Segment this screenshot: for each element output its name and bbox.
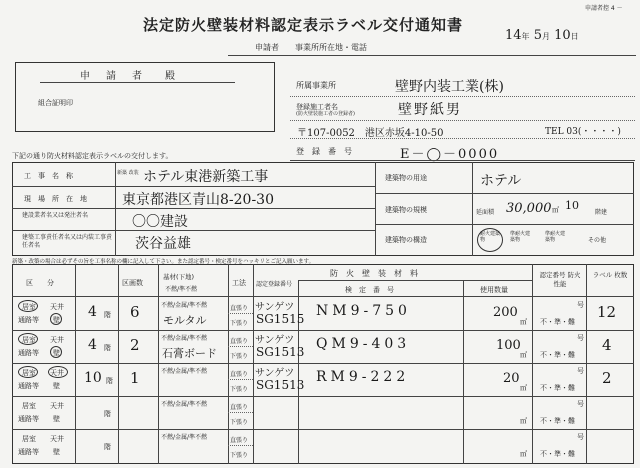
date-year: 14 <box>505 28 522 43</box>
union-stamp-label: 組合証明印 <box>38 99 73 107</box>
page-title: 法定防火壁装材料認定表示ラベル交付通知書 <box>143 16 464 34</box>
floors-value: 10 <box>565 199 579 212</box>
reg-no-value: E－◯－0000 <box>400 147 500 162</box>
installer-label-note: (防火壁装施工者の登録者) <box>296 111 355 117</box>
manager-value: 茨谷益雄 <box>135 236 191 252</box>
affiliation-address: 〒107-0052 港区赤坂4-10-50 <box>297 128 444 139</box>
builder-label: 建設業者名又は発注者名 <box>22 212 89 219</box>
address-header-label: 事業所所在地・電話 <box>295 43 367 52</box>
applicant-header-label: 申請者 <box>255 43 279 52</box>
affiliation-value: 壁野内装工業(株) <box>395 79 504 95</box>
applicant-label: 申 請 者 <box>80 71 145 82</box>
th-base-sub: 不燃/準不燃 <box>165 286 198 293</box>
installer-value: 壁野紙男 <box>398 102 462 118</box>
use-label: 建築物の用途 <box>385 174 427 182</box>
th-area: 使用数量 <box>480 286 508 294</box>
manager-label: 建築工事責任者名又は内装工事責任者名 <box>22 234 113 249</box>
applicant-box <box>15 62 275 132</box>
form-id: 申請者控 4 － <box>585 5 623 12</box>
project-name-note: 新築 改装 <box>117 170 139 176</box>
th-test-no: 検 定 番 号 <box>345 286 394 294</box>
th-area-no: 区画数 <box>122 279 143 287</box>
scale-value: 30,000 <box>506 201 552 216</box>
affiliation-label: 所属事業所 <box>296 81 336 90</box>
use-value: ホテル <box>480 173 522 189</box>
reg-no-label: 登 録 番 号 <box>296 147 352 156</box>
scale-prefix: 延面積 <box>476 209 495 216</box>
structure-option-3: 準耐火建築物 <box>545 231 566 243</box>
scale-label: 建築物の規模 <box>385 206 427 214</box>
applicant-suffix: 殿 <box>165 71 175 82</box>
issue-date: 14年 5月 10日 <box>505 28 579 43</box>
th-base: 基材(下地) <box>163 273 195 281</box>
affiliation-tel: TEL 03(・・・・) <box>545 127 621 137</box>
th-division: 区 分 <box>26 279 54 287</box>
structure-label: 建築物の構造 <box>385 236 427 244</box>
th-fire-perf: 認定番号 防火性能 <box>539 271 581 288</box>
project-name-value: ホテル東港新築工事 <box>143 169 269 185</box>
location-label: 現 場 所 在 地 <box>24 195 87 203</box>
project-name-label: 工 事 名 称 <box>24 172 73 180</box>
th-method: 工法 <box>232 279 246 287</box>
floors-unit: 階建 <box>595 209 608 216</box>
structure-option-4: その他 <box>588 237 607 244</box>
location-value: 東京都港区青山8-20-30 <box>122 192 274 208</box>
notice-text: 下記の通り防火材料認定表示ラベルの交付します。 <box>12 152 173 160</box>
th-cert-no: 認定登録番号 <box>256 281 293 288</box>
scale-unit: ㎡ <box>552 206 559 214</box>
materials-table <box>12 264 634 464</box>
th-materials: 防 火 壁 装 材 料 <box>330 269 418 278</box>
structure-option-2: 準耐火建築物 <box>510 231 531 243</box>
builder-value: 〇〇建設 <box>132 214 188 230</box>
date-day: 10 <box>554 28 571 43</box>
th-labels: ラベル 枚数 <box>592 271 628 279</box>
structure-option-1: 耐火建築物 <box>480 231 501 243</box>
fill-note: 新築・改築の場合は必ずその旨を工事名称の欄に記入して下さい。また認定番号・検定番号をハッキリとご記入願います。 <box>12 259 315 265</box>
installer-label: 登録施工者名 <box>296 103 338 111</box>
date-month: 5 <box>533 28 542 43</box>
